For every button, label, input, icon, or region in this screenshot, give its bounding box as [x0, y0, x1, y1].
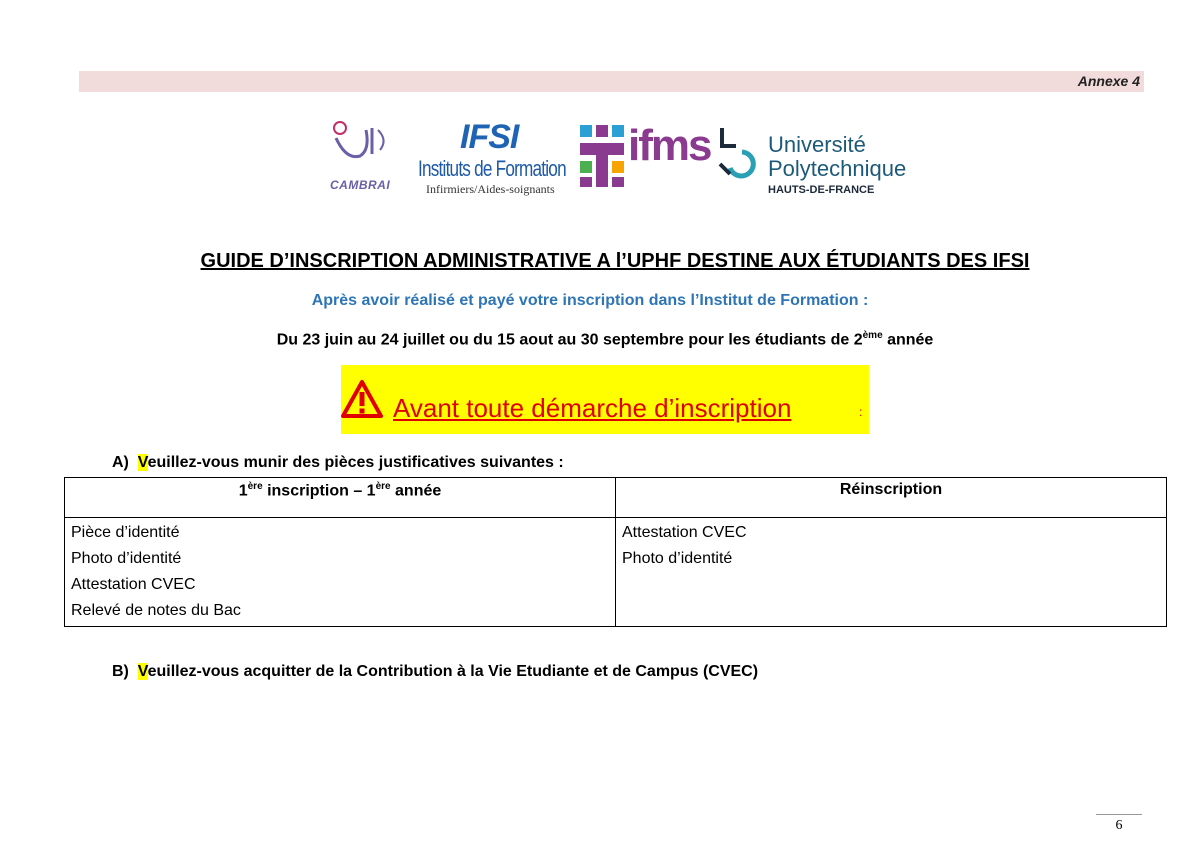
- section-a-text: euillez-vous munir des pièces justificatives suivantes :: [147, 454, 564, 471]
- header-text: 1: [238, 482, 248, 500]
- ifsi-logo: [418, 118, 578, 200]
- list-item: Relevé de notes du Bac: [71, 602, 241, 619]
- list-item: Photo d’identité: [622, 550, 733, 567]
- uphf-logo-line1: Université: [768, 132, 866, 157]
- documents-table: [64, 477, 1167, 627]
- list-item: Photo d’identité: [71, 550, 182, 567]
- table-header-reregistration: Réinscription: [616, 478, 1167, 518]
- ifms-cross-mark: [580, 125, 626, 187]
- uphf-logo-line3: HAUTS-DE-FRANCE: [768, 184, 875, 196]
- section-a-highlight: V: [137, 454, 148, 471]
- ifsi-logo-title: Instituts de Formation: [418, 156, 566, 181]
- ifsi-logo-subtitle: Infirmiers/Aides-soignants: [426, 182, 555, 196]
- list-item: Pièce d’identité: [71, 524, 180, 541]
- footer-rule: [1096, 814, 1142, 815]
- section-b-highlight: V: [137, 663, 148, 680]
- uphf-logo: [716, 124, 926, 202]
- section-a-heading: [112, 454, 564, 472]
- dates-text-after: année: [882, 331, 934, 349]
- cambrai-hospital-logo: [326, 120, 396, 200]
- registration-dates: [0, 330, 1200, 349]
- page-subtitle: Après avoir réalisé et payé votre inscription dans l’Institut de Formation :: [311, 292, 869, 309]
- header-text: inscription – 1: [262, 482, 376, 500]
- page-number: 6: [1115, 818, 1123, 833]
- dates-text-before: Du 23 juin au 24 juillet ou du 15 aout au 30 septembre pour les étudiants de 2: [276, 331, 863, 349]
- section-b-text: euillez-vous acquitter de la Contribution à la Vie Etudiante et de Campus (CVEC): [147, 663, 759, 680]
- table-header-first-registration: [65, 478, 616, 518]
- dates-superscript: ème: [862, 330, 883, 341]
- annex-header-band: [79, 71, 1144, 92]
- annex-label: Annexe 4: [1077, 73, 1140, 89]
- ifms-logo: [580, 121, 711, 191]
- cambrai-logo-text: CAMBRAI: [330, 178, 391, 192]
- reregistration-documents: [616, 518, 1167, 627]
- warning-banner: [341, 365, 869, 434]
- first-registration-documents: [65, 518, 616, 627]
- uphf-logo-line2: Polytechnique: [768, 156, 907, 181]
- page-title: GUIDE D’INSCRIPTION ADMINISTRATIVE A l’UPHF DESTINE AUX ÉTUDIANTS DES IFSI: [200, 250, 1030, 272]
- warning-icon: [341, 379, 383, 419]
- table-header-row: [65, 478, 1167, 518]
- cambrai-logo-mark: [326, 120, 396, 178]
- ifsi-logo-badge: IFSI: [460, 118, 519, 156]
- section-b-letter: B): [112, 663, 129, 680]
- table-row: [65, 518, 1167, 627]
- section-a-letter: A): [112, 454, 129, 471]
- list-item: Attestation CVEC: [71, 576, 196, 593]
- section-b-heading: [112, 663, 758, 681]
- list-item: Attestation CVEC: [622, 524, 747, 541]
- header-text: année: [390, 482, 442, 500]
- header-sup: ère: [375, 481, 391, 492]
- uphf-logo-mark: [716, 124, 764, 180]
- ifms-logo-text: ifms: [628, 121, 711, 170]
- warning-text: Avant toute démarche d’inscription: [393, 393, 792, 423]
- header-sup: ère: [247, 481, 263, 492]
- warning-colon: :: [859, 405, 863, 419]
